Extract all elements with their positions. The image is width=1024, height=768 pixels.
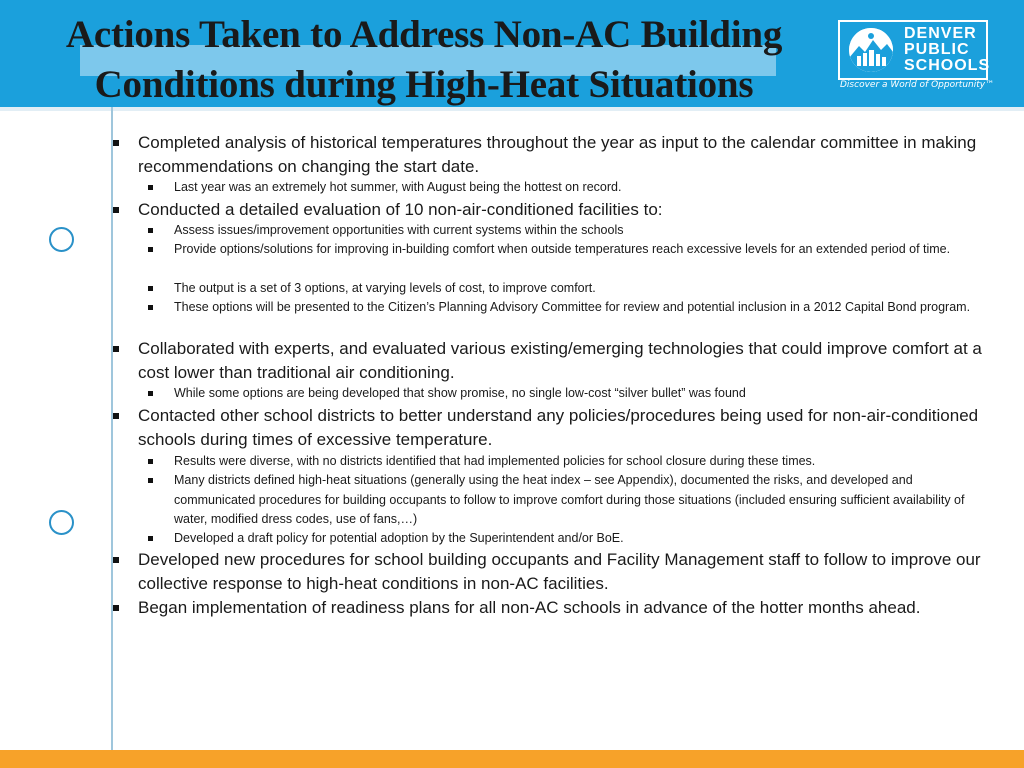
- sub-bullet-item: Last year was an extremely hot summer, with August being the hottest on record.: [174, 178, 974, 198]
- sub-bullet-item: Assess issues/improvement opportunities with current systems within the schools: [174, 221, 974, 241]
- decorative-circle-icon: [49, 510, 74, 535]
- page-title: [14, 10, 834, 110]
- sub-bullet-item: Provide options/solutions for improving in-building comfort when outside temperatures reach excessive levels for an extended period of time.: [174, 240, 974, 260]
- decorative-circle-icon: [49, 227, 74, 252]
- footer-accent-bar: [0, 750, 1024, 768]
- logo-wordmark: [904, 25, 991, 74]
- left-margin-line: [111, 107, 113, 750]
- bullet-item: Completed analysis of historical temperatures throughout the year as input to the calendar committee in making recommendations on changing the start date.: [138, 131, 998, 179]
- sub-bullet-item: Results were diverse, with no districts identified that had implemented policies for school closure during these times.: [174, 452, 974, 472]
- logo-word-denver: DENVER: [904, 25, 977, 42]
- title-line-2: Conditions during High-Heat Situations: [94, 63, 754, 106]
- sub-bullet-item: The output is a set of 3 options, at varying levels of cost, to improve comfort.: [174, 279, 974, 299]
- sub-bullet-item: These options will be presented to the Citizen’s Planning Advisory Committee for review and potential inclusion in a 2012 Capital Bond program.: [174, 298, 974, 318]
- logo-word-public: PUBLIC: [904, 41, 970, 58]
- bullet-item: Collaborated with experts, and evaluated various existing/emerging technologies that could improve comfort at a cost lower than traditional air conditioning.: [138, 337, 998, 385]
- dps-logo: [838, 20, 991, 80]
- sub-bullet-item: While some options are being developed that show promise, no single low-cost “silver bullet” was found: [174, 384, 974, 404]
- title-line-1: Actions Taken to Address Non-AC Building: [65, 13, 783, 56]
- logo-tagline: Discover a World of Opportunity™: [840, 80, 995, 90]
- sub-bullet-item: Many districts defined high-heat situations (generally using the heat index – see Appendix), documented the risks, and developed and communicated procedures for building occupants to follow to improve comfort during those situations (included ensuring sufficient availability of water, modified dress codes, use of fans,…): [174, 471, 974, 530]
- bullet-item: Contacted other school districts to better understand any policies/procedures being used for non-air-conditioned schools during times of excessive temperature.: [138, 404, 998, 452]
- sub-bullet-item: Developed a draft policy for potential adoption by the Superintendent and/or BoE.: [174, 529, 974, 549]
- logo-word-schools: SCHOOLS: [904, 57, 991, 74]
- mountain-skyline-icon: [849, 28, 893, 72]
- bullet-item: Conducted a detailed evaluation of 10 non-air-conditioned facilities to:: [138, 198, 998, 222]
- bullet-item: Developed new procedures for school building occupants and Facility Management staff to follow to improve our collective response to high-heat conditions in non-AC facilities.: [138, 548, 998, 596]
- bullet-item: Began implementation of readiness plans for all non-AC schools in advance of the hotter months ahead.: [138, 596, 998, 620]
